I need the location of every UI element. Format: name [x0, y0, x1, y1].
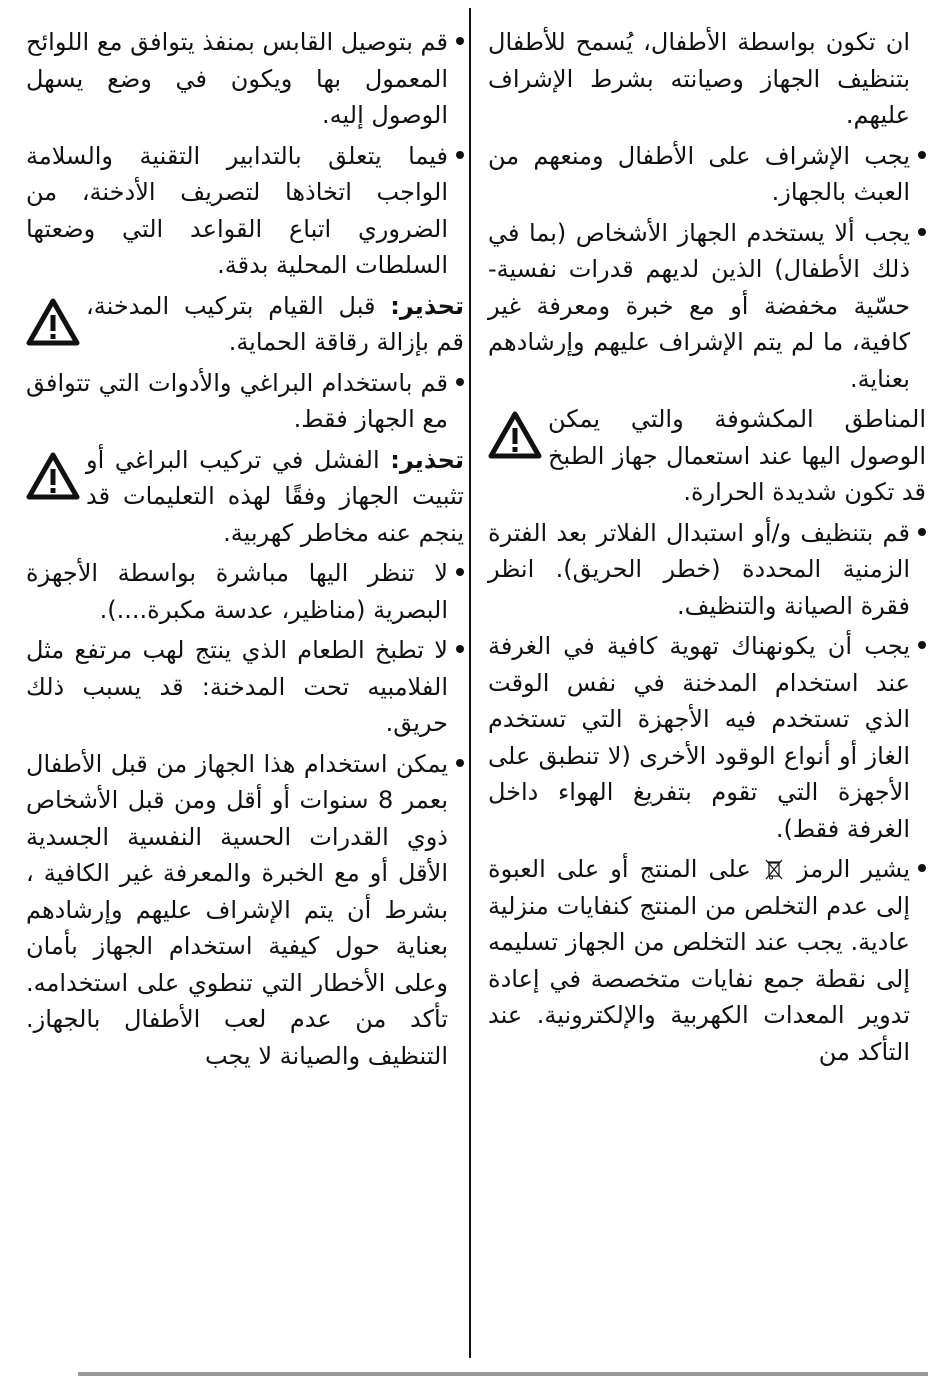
warning-text: المناطق المكشوفة والتي يمكن الوصول اليها عند استعمال جهاز الطبخ قد تكون شديدة الحرارة.: [548, 405, 926, 506]
disposal-text-rest: على المنتج أو على العبوة إلى عدم التخلص من المنتج كنفايات منزلية عادية. يجب عند التخلص من الجهاز تسليمه إلى نقطة جمع نفايات متخصصة في إعادة تدوير المعدات الكهربية والإلكترونية. عند التأكد من: [488, 855, 910, 1066]
disposal-text-start: يشير الرمز: [797, 855, 911, 883]
bullet-optical-devices: لا تنظر اليها مباشرة بواسطة الأجهزة البصرية (مناظير، عدسة مكبرة....).: [26, 555, 464, 628]
warning-triangle-icon: [26, 452, 80, 500]
warning-electrical-hazard: [26, 442, 464, 552]
warning-label: تحذير:: [390, 445, 464, 474]
right-column: [488, 24, 926, 1074]
paragraph-continuation: ان تكون بواسطة الأطفال، يُسمح للأطفال بتنظيف الجهاز وصيانته بشرط الإشراف عليهم.: [488, 28, 910, 129]
warning-triangle-icon: [26, 298, 80, 346]
bullet-ventilation: يجب أن يكونهناك تهوية كافية في الغرفة عند استخدام المدخنة في نفس الوقت الذي تستخدم فيه الأجهزة التي تستخدم الغاز أو أنواع الوقود الأخرى (لا تنطبق على الأجهزة التي تقوم بتفريغ الهواء داخل الغرفة فقط).: [488, 628, 926, 847]
bullet-fume-regulations: فيما يتعلق بالتدابير التقنية والسلامة الواجب اتخاذها لتصريف الأدخنة، من الضروري اتباع القواعد التي وضعتها السلطات المحلية بدقة.: [26, 138, 464, 284]
bullet-screws-tools: قم باستخدام البراغي والأدوات التي تتوافق مع الجهاز فقط.: [26, 365, 464, 438]
bullet-supervise-children: يجب الإشراف على الأطفال ومنعهم من العبث بالجهاز.: [488, 138, 926, 211]
bullet-reduced-capabilities: يجب ألا يستخدم الجهاز الأشخاص (بما في ذلك الأطفال) الذين لديهم قدرات نفسية-حسّية مخفضة أو مع خبرة ومعرفة غير كافية، ما لم يتم الإشراف عليهم وإرشادهم بعناية.: [488, 215, 926, 398]
crossed-out-wheelie-bin-icon: [765, 858, 783, 880]
left-column: [26, 24, 464, 1078]
bullet-plug-socket: قم بتوصيل القابس بمنفذ يتوافق مع اللوائح المعمول بها ويكون في وضع يسهل الوصول إليه.: [26, 24, 464, 134]
bullet-filters: قم بتنظيف و/أو استبدال الفلاتر بعد الفترة الزمنية المحددة (خطر الحريق). انظر فقرة الصيانة والتنظيف.: [488, 515, 926, 625]
bullet-disposal: [488, 851, 926, 1070]
warning-hot-surfaces: [488, 401, 926, 511]
column-divider: [469, 8, 471, 1358]
bullet-flambe: لا تطبخ الطعام الذي ينتج لهب مرتفع مثل الفلامبيه تحت المدخنة: قد يسبب ذلك حريق.: [26, 632, 464, 742]
warning-protective-film: [26, 288, 464, 361]
warning-label: تحذير:: [390, 291, 464, 320]
warning-triangle-icon: [488, 411, 542, 459]
warning-text: الفشل في تركيب البراغي أو تثبيت الجهاز وفقًا لهذه التعليمات قد ينجم عنه مخاطر كهربية.: [86, 445, 464, 547]
bottom-rule: [78, 1372, 928, 1376]
warning-text: قبل القيام بتركيب المدخنة، قم بإزالة رقاقة الحماية.: [86, 291, 464, 356]
bullet-children-use: يمكن استخدام هذا الجهاز من قبل الأطفال بعمر 8 سنوات أو أقل ومن قبل الأشخاص ذوي القدرات الحسية النفسية الجسدية الأقل أو مع الخبرة والمعرفة غير الكافية ، بشرط أن يتم الإشراف عليهم وإرشادهم بعناية حول كيفية استخدام الجهاز بأمان وعلى الأخطار التي تنطوي على استخدامه. تأكد من عدم لعب الأطفال بالجهاز. التنظيف والصيانة لا يجب: [26, 746, 464, 1075]
